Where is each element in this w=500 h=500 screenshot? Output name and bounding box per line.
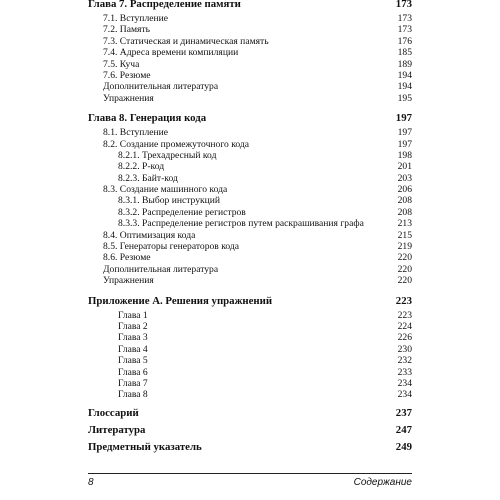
toc-section-entry[interactable] [88, 230, 412, 241]
section-title: 7.2. Память [103, 24, 151, 36]
appendix-entry-title: Глава 4 [118, 343, 148, 355]
appendix-entry-page: 232 [397, 355, 412, 367]
section-title: Дополнительная литература [103, 263, 219, 275]
toc-appendix-entry[interactable] [88, 310, 412, 321]
toc-section-entry[interactable] [88, 241, 412, 252]
appendix-entry-title: Глава 1 [118, 309, 148, 321]
section-page: 220 [397, 263, 412, 275]
section-page: 197 [397, 127, 412, 139]
section-page: 220 [397, 275, 412, 287]
appendix-entry-title: Глава 7 [118, 377, 148, 389]
toc-subsection-entry[interactable] [88, 173, 412, 184]
section-page: 206 [397, 184, 412, 196]
section-title: 8.4. Оптимизация кода [103, 229, 196, 241]
section-page: 176 [397, 35, 412, 47]
toc-subsection-entry[interactable] [88, 195, 412, 206]
subsection-page: 213 [397, 218, 412, 230]
toc-subsection-entry[interactable] [88, 150, 412, 161]
chapter-title: Литература [88, 423, 146, 436]
chapter-title: Глава 8. Генерация кода [88, 112, 207, 125]
toc-chapter-entry[interactable] [88, 422, 412, 439]
section-title: Упражнения [103, 275, 154, 287]
section-page: 219 [397, 241, 412, 253]
toc-subsection-entry[interactable] [88, 218, 412, 229]
chapter-title: Глоссарий [88, 406, 139, 419]
toc-appendix-entry[interactable] [88, 332, 412, 343]
table-of-contents [88, 0, 412, 456]
appendix-entry-page: 230 [397, 343, 412, 355]
section-page: 194 [397, 69, 412, 81]
section-title: Упражнения [103, 92, 154, 104]
section-title: 8.1. Вступление [103, 127, 169, 139]
toc-appendix-entry[interactable] [88, 389, 412, 400]
subsection-page: 208 [397, 195, 412, 207]
toc-section-entry[interactable] [88, 127, 412, 138]
chapter-page: 173 [395, 0, 412, 10]
subsection-title: 8.3.3. Распределение регистров путем раскрашивания графа [118, 218, 364, 230]
subsection-title: 8.2.2. Р-код [118, 161, 165, 173]
subsection-page: 208 [397, 206, 412, 218]
appendix-entry-title: Глава 3 [118, 332, 148, 344]
section-page: 215 [397, 229, 412, 241]
toc-section-entry[interactable] [88, 24, 412, 35]
appendix-entry-title: Глава 6 [118, 366, 148, 378]
toc-appendix-entry[interactable] [88, 355, 412, 366]
toc-chapter-entry[interactable] [88, 110, 412, 127]
section-title: 7.1. Вступление [103, 13, 169, 24]
subsection-page: 198 [397, 149, 412, 161]
toc-chapter-entry[interactable] [88, 405, 412, 422]
toc-section-entry[interactable] [88, 36, 412, 47]
toc-chapter-entry[interactable] [88, 293, 412, 310]
appendix-entry-page: 234 [397, 389, 412, 401]
chapter-page: 197 [395, 112, 412, 125]
appendix-entry-title: Глава 8 [118, 389, 148, 401]
toc-section-entry[interactable] [88, 70, 412, 81]
chapter-title: Глава 7. Распределение памяти [88, 0, 241, 10]
page-number: 8 [88, 477, 94, 488]
section-title: 7.3. Статическая и динамическая память [103, 35, 269, 47]
toc-section-entry[interactable] [88, 139, 412, 150]
section-page: 173 [397, 13, 412, 24]
toc-section-entry[interactable] [88, 13, 412, 24]
appendix-entry-title: Глава 2 [118, 320, 148, 332]
toc-section-entry[interactable] [88, 81, 412, 92]
chapter-page: 247 [395, 423, 412, 436]
subsection-title: 8.3.2. Распределение регистров [118, 206, 246, 218]
toc-appendix-entry[interactable] [88, 344, 412, 355]
subsection-title: 8.2.1. Трехадресный код [118, 149, 217, 161]
section-title: 8.6. Резюме [103, 252, 151, 264]
section-page: 189 [397, 58, 412, 70]
section-title: 7.4. Адреса времени компиляции [103, 47, 239, 59]
toc-section-entry[interactable] [88, 93, 412, 104]
toc-section-entry[interactable] [88, 184, 412, 195]
subsection-title: 8.3.1. Выбор инструкций [118, 195, 221, 207]
section-page: 194 [397, 81, 412, 93]
chapter-title: Приложение А. Решения упражнений [88, 294, 273, 307]
section-page: 173 [397, 24, 412, 36]
appendix-entry-page: 226 [397, 332, 412, 344]
toc-section-entry[interactable] [88, 252, 412, 263]
section-title: 8.2. Создание промежуточного кода [103, 138, 250, 150]
toc-chapter-entry[interactable] [88, 0, 412, 13]
chapter-page: 249 [395, 440, 412, 453]
chapter-page: 223 [395, 294, 412, 307]
subsection-title: 8.2.3. Байт-код [118, 172, 178, 184]
toc-subsection-entry[interactable] [88, 207, 412, 218]
section-page: 195 [397, 92, 412, 104]
section-title: 8.3. Создание машинного кода [103, 184, 228, 196]
appendix-entry-page: 223 [397, 309, 412, 321]
chapter-page: 237 [395, 406, 412, 419]
toc-section-entry[interactable] [88, 59, 412, 70]
page-footer [88, 477, 412, 491]
section-page: 220 [397, 252, 412, 264]
chapter-title: Предметный указатель [88, 440, 202, 453]
section-title: 7.5. Куча [103, 58, 140, 70]
appendix-entry-page: 224 [397, 320, 412, 332]
subsection-page: 203 [397, 172, 412, 184]
section-page: 197 [397, 138, 412, 150]
section-title: 7.6. Резюме [103, 69, 151, 81]
toc-chapter-entry[interactable] [88, 439, 412, 456]
toc-appendix-entry[interactable] [88, 378, 412, 389]
appendix-entry-page: 234 [397, 377, 412, 389]
toc-section-entry[interactable] [88, 47, 412, 58]
toc-section-entry[interactable] [88, 275, 412, 286]
toc-appendix-entry[interactable] [88, 321, 412, 332]
toc-subsection-entry[interactable] [88, 161, 412, 172]
appendix-entry-page: 233 [397, 366, 412, 378]
section-title: 8.5. Генераторы генераторов кода [103, 241, 240, 253]
appendix-entry-title: Глава 5 [118, 355, 148, 367]
running-section-title: Содержание [353, 477, 412, 488]
toc-section-entry[interactable] [88, 264, 412, 275]
toc-appendix-entry[interactable] [88, 367, 412, 378]
footer-rule [88, 473, 412, 474]
section-title: Дополнительная литература [103, 81, 219, 93]
subsection-page: 201 [397, 161, 412, 173]
section-page: 185 [397, 47, 412, 59]
